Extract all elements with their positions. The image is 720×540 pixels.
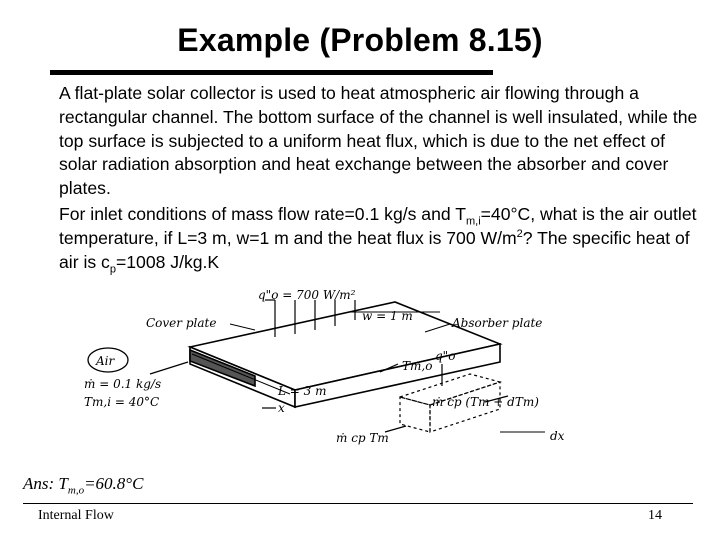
- slide-title: Example (Problem 8.15): [177, 22, 543, 58]
- x-axis-label: x: [278, 401, 285, 415]
- outlet-temp-label: Tm,o: [402, 359, 433, 373]
- title-underline: [50, 70, 493, 75]
- p2-superscript-2: 2: [516, 227, 523, 240]
- footer-rule: [23, 503, 693, 504]
- answer: [23, 474, 144, 497]
- solar-collector-diagram: [80, 282, 600, 467]
- p2-text-d: =1008 J/kg.K: [115, 251, 220, 272]
- energy-out-label: ṁ cp (Tm + dTm): [432, 395, 539, 409]
- inlet-temp-label: Tm,i = 40°C: [84, 395, 160, 409]
- cover-plate-leader: [230, 324, 255, 330]
- p2-subscript-p: p: [109, 263, 116, 276]
- answer-subscript: m,o: [67, 484, 85, 497]
- air-label: Air: [96, 354, 115, 368]
- problem-statement: [59, 82, 699, 274]
- p2-subscript-mi: m,i: [465, 215, 481, 228]
- problem-paragraph-1: A flat-plate solar collector is used to heat atmospheric air flowing through a rectangular channel. The bottom surface of the channel is well insulated, while the top surface is subjected to a uniform heat flux, which is due to the net effect of solar radiation absorption and heat exchange between the absorber and cover plates.: [59, 83, 698, 199]
- footer-course-title: Internal Flow: [38, 508, 114, 523]
- p2-text-b: =40°C, what is the air outlet temperature, if L=3 m, w=1 m and the heat flux is 700 W/m: [59, 203, 697, 248]
- heat-flux-label: q"o = 700 W/m²: [258, 288, 356, 302]
- dx-label: dx: [550, 429, 565, 443]
- local-flux-label: q"o: [435, 349, 456, 363]
- cover-plate-label: Cover plate: [146, 316, 217, 330]
- page-number: 14: [648, 508, 662, 523]
- inlet-arrow: [150, 362, 188, 374]
- answer-prefix: Ans: T: [23, 474, 68, 493]
- width-label: w = 1 m: [362, 309, 413, 323]
- problem-paragraph-2: [59, 203, 699, 274]
- answer-value: =60.8°C: [84, 474, 144, 493]
- mass-flow-label: ṁ = 0.1 kg/s: [84, 377, 162, 391]
- p2-text-a: For inlet conditions of mass flow rate=0.1 kg/s and T: [59, 203, 466, 224]
- length-label: L = 3 m: [278, 384, 327, 398]
- energy-in-label: ṁ cp Tm: [336, 431, 389, 445]
- absorber-plate-label: Absorber plate: [452, 316, 543, 330]
- p2-text-c: ? The specific heat of air is c: [59, 227, 690, 272]
